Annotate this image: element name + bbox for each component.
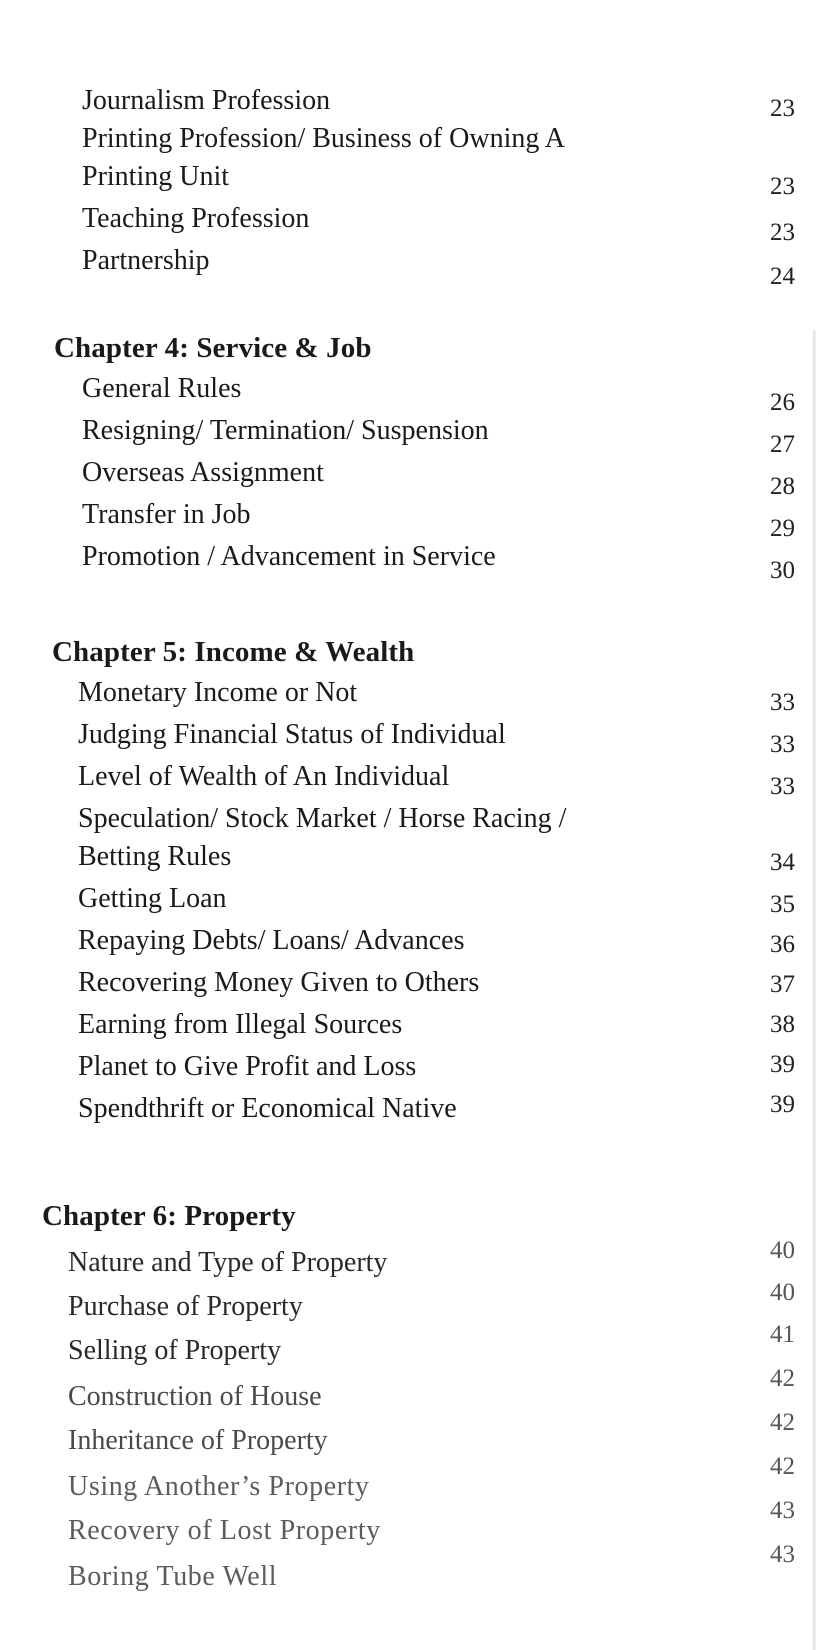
toc-entry-page: 42 (770, 1409, 795, 1436)
toc-entry (78, 758, 819, 800)
toc-entry-page: 23 (770, 173, 795, 200)
toc-entry-title: Resigning/ Termination/ Suspension (82, 415, 489, 446)
toc-entry (68, 1453, 819, 1502)
toc-entry-page: 39 (770, 1051, 795, 1078)
toc-entry-title: Boring Tube Well (68, 1561, 278, 1592)
toc-entry-title: Overseas Assignment (82, 457, 324, 488)
toc-entry-page: 41 (770, 1321, 795, 1348)
toc-entry (68, 1238, 819, 1282)
toc-entry (78, 674, 819, 716)
toc-entry-title: Inheritance of Property (68, 1425, 328, 1456)
toc-entry-page: 33 (770, 731, 795, 758)
toc-entry-title: Level of Wealth of An Individual (78, 761, 450, 792)
page-edge-shadow (813, 330, 816, 1650)
toc-entry-title: Transfer in Job (82, 499, 251, 530)
toc-entry-page: 29 (770, 515, 795, 542)
toc-entry (82, 82, 819, 120)
toc-entry (68, 1321, 819, 1370)
toc-chapter-4 (54, 330, 819, 584)
toc-entry-page: 34 (770, 849, 795, 876)
toc-entry (82, 370, 819, 416)
toc-entry-title: Earning from Illegal Sources (78, 1009, 403, 1040)
toc-entry-title: Speculation/ Stock Market / Horse Racing / Betting Rules (78, 803, 567, 872)
toc-entry-page: 33 (770, 773, 795, 800)
toc-entry (68, 1279, 819, 1326)
toc-entry-title: Repaying Debts/ Loans/ Advances (78, 925, 465, 956)
toc-entry (82, 454, 819, 500)
toc-entry (68, 1409, 819, 1458)
toc-entry-title: Purchase of Property (68, 1291, 303, 1322)
toc-entry-title: Planet to Give Profit and Loss (78, 1051, 417, 1082)
toc-entry (78, 1090, 819, 1132)
toc-entry-title: Monetary Income or Not (78, 677, 358, 708)
toc-entry-title: Promotion / Advancement in Service (82, 541, 496, 572)
toc-entry-page: 27 (770, 431, 795, 458)
toc-entry (82, 538, 819, 584)
toc-entry-title: Printing Profession/ Business of Owning A Printing Unit (82, 123, 564, 192)
toc-entry-page: 36 (770, 931, 795, 958)
toc-entry (78, 716, 819, 758)
toc-entry-title: Judging Financial Status of Individual (78, 719, 506, 750)
toc-entry-page: 35 (770, 891, 795, 918)
toc-entry-title: Selling of Property (68, 1335, 282, 1366)
toc-entry (78, 1006, 819, 1048)
chapter-heading: Chapter 5: Income & Wealth (52, 636, 415, 668)
toc-entry-page: 39 (770, 1091, 795, 1118)
toc-entry-title: Nature and Type of Property (68, 1247, 388, 1278)
toc-entry (82, 242, 819, 290)
toc-entry (68, 1365, 819, 1414)
chapter-heading: Chapter 6: Property (42, 1200, 296, 1232)
toc-entry-page: 37 (770, 971, 795, 998)
toc-entry (78, 1048, 819, 1090)
toc-entry-title: Using Another’s Property (68, 1471, 370, 1502)
toc-entry (78, 800, 819, 880)
toc-entry (68, 1497, 819, 1546)
toc-entry-title: Construction of House (68, 1381, 322, 1412)
toc-entry-title: Journalism Profession (82, 85, 331, 116)
toc-section-continued (82, 82, 819, 290)
toc-entry-page: 30 (770, 557, 795, 584)
toc-entry-page: 24 (770, 263, 795, 290)
toc-entry-title: Teaching Profession (82, 203, 310, 234)
toc-entry-page: 42 (770, 1453, 795, 1480)
toc-entry (78, 964, 819, 1006)
toc-entry (68, 1541, 819, 1592)
toc-entry (78, 880, 819, 922)
toc-chapter-5 (52, 634, 819, 1132)
toc-entry-page: 40 (770, 1237, 795, 1264)
toc-entry-page: 42 (770, 1365, 795, 1392)
toc-entry-page: 40 (770, 1279, 795, 1306)
toc-entry-page: 23 (770, 95, 795, 122)
toc-entry (78, 922, 819, 964)
toc-entry (82, 412, 819, 458)
toc-entry (82, 120, 819, 200)
toc-chapter-6 (42, 1198, 819, 1590)
toc-entry (82, 200, 819, 246)
toc-entry-page: 23 (770, 219, 795, 246)
toc-entry-title: Getting Loan (78, 883, 227, 914)
toc-entry-page: 26 (770, 389, 795, 416)
toc-entry (82, 496, 819, 542)
toc-entry-page: 28 (770, 473, 795, 500)
toc-entry-title: Recovery of Lost Property (68, 1515, 381, 1546)
toc-entry-page: 43 (770, 1497, 795, 1524)
toc-entry-title: General Rules (82, 373, 242, 404)
chapter-heading: Chapter 4: Service & Job (54, 332, 372, 364)
toc-entry-title: Spendthrift or Economical Native (78, 1093, 457, 1124)
toc-entry-page: 33 (770, 689, 795, 716)
toc-entry-page: 43 (770, 1541, 795, 1568)
toc-entry-title: Recovering Money Given to Others (78, 967, 480, 998)
toc-entry-title: Partnership (82, 245, 210, 276)
toc-entry-page: 38 (770, 1011, 795, 1038)
